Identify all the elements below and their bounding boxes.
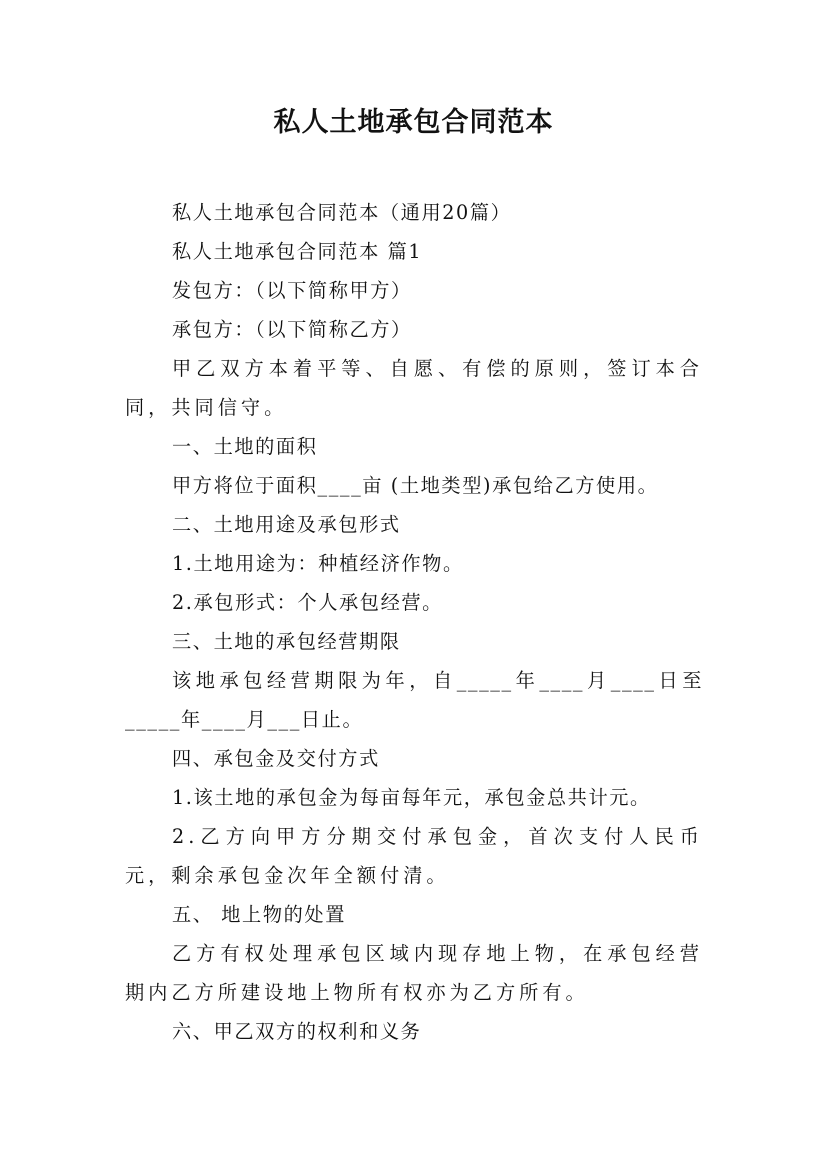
paragraph: 乙方有权处理承包区域内现存地上物，在承包经营期内乙方所建设地上物所有权亦为乙方所有。	[125, 942, 703, 1004]
section-heading: 五、 地上物的处置	[172, 903, 346, 926]
paragraph: 承包方：（以下简称乙方）	[172, 318, 412, 341]
paragraph: 该地承包经营期限为年，自_____年____月____日至_____年____月___日止。	[125, 669, 703, 731]
section-heading: 一、土地的面积	[172, 435, 318, 458]
section-heading: 六、甲乙双方的权利和义务	[172, 1020, 422, 1043]
paragraph: 甲方将位于面积____亩 (土地类型)承包给乙方使用。	[172, 474, 659, 497]
section-heading: 三、土地的承包经营期限	[172, 630, 401, 653]
document-title: 私人土地承包合同范本	[273, 107, 554, 138]
paragraph: 私人土地承包合同范本 篇1	[172, 240, 423, 263]
paragraph: 1.土地用途为：种植经济作物。	[172, 552, 464, 575]
paragraph: 私人土地承包合同范本（通用20篇）	[172, 201, 512, 224]
paragraph: 2.乙方向甲方分期交付承包金，首次支付人民币元，剩余承包金次年全额付清。	[125, 825, 703, 887]
paragraph: 2.承包形式：个人承包经营。	[172, 591, 443, 614]
section-heading: 二、土地用途及承包形式	[172, 513, 401, 536]
paragraph: 发包方：（以下简称甲方）	[172, 279, 412, 302]
document-body	[125, 193, 703, 1051]
paragraph: 甲乙双方本着平等、自愿、有偿的原则，签订本合同，共同信守。	[125, 357, 703, 419]
section-heading: 四、承包金及交付方式	[172, 747, 380, 770]
paragraph: 1.该土地的承包金为每亩每年元，承包金总共计元。	[172, 786, 651, 809]
